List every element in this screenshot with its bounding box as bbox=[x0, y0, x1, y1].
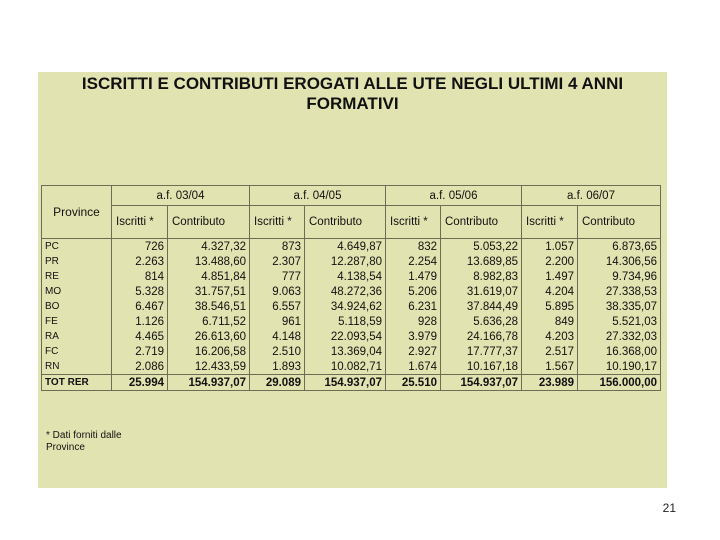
iscritti-cell: 2.307 bbox=[250, 254, 305, 269]
contributo-cell: 9.734,96 bbox=[578, 269, 661, 284]
iscritti-cell: 4.204 bbox=[522, 284, 578, 299]
province-cell: PC bbox=[42, 239, 112, 255]
title-line-1: ISCRITTI E CONTRIBUTI EROGATI ALLE UTE NEGLI ULTIMI 4 ANNI bbox=[81, 74, 624, 93]
contributo-cell: 13.488,60 bbox=[168, 254, 250, 269]
province-cell: PR bbox=[42, 254, 112, 269]
iscritti-cell: 1.057 bbox=[522, 239, 578, 255]
province-cell: BO bbox=[42, 299, 112, 314]
iscritti-cell: 5.328 bbox=[112, 284, 168, 299]
iscritti-cell: 4.203 bbox=[522, 329, 578, 344]
iscritti-cell: 2.263 bbox=[112, 254, 168, 269]
iscritti-cell: 1.479 bbox=[386, 269, 441, 284]
year-header: a.f. 06/07 bbox=[522, 186, 661, 206]
contributo-cell: 156.000,00 bbox=[578, 375, 661, 391]
contributo-header: Contributo bbox=[168, 206, 250, 239]
year-header: a.f. 05/06 bbox=[386, 186, 522, 206]
contributo-cell: 26.613,60 bbox=[168, 329, 250, 344]
iscritti-cell: 873 bbox=[250, 239, 305, 255]
iscritti-cell: 2.200 bbox=[522, 254, 578, 269]
contributo-cell: 31.757,51 bbox=[168, 284, 250, 299]
footnote-line-2: Province bbox=[46, 442, 85, 453]
contributo-cell: 14.306,56 bbox=[578, 254, 661, 269]
contributo-cell: 5.053,22 bbox=[441, 239, 522, 255]
sub-header-row bbox=[42, 206, 661, 239]
contributo-cell: 6.711,52 bbox=[168, 314, 250, 329]
iscritti-cell: 1.567 bbox=[522, 359, 578, 375]
iscritti-cell: 1.497 bbox=[522, 269, 578, 284]
iscritti-cell: 726 bbox=[112, 239, 168, 255]
iscritti-cell: 2.927 bbox=[386, 344, 441, 359]
iscritti-cell: 2.719 bbox=[112, 344, 168, 359]
contributo-cell: 12.433,59 bbox=[168, 359, 250, 375]
iscritti-cell: 25.510 bbox=[386, 375, 441, 391]
iscritti-cell: 4.148 bbox=[250, 329, 305, 344]
contributo-cell: 4.138,54 bbox=[305, 269, 386, 284]
province-cell: MO bbox=[42, 284, 112, 299]
contributo-cell: 4.851,84 bbox=[168, 269, 250, 284]
table-body bbox=[42, 239, 661, 391]
iscritti-cell: 814 bbox=[112, 269, 168, 284]
contributo-cell: 38.546,51 bbox=[168, 299, 250, 314]
contributo-header: Contributo bbox=[441, 206, 522, 239]
table-row bbox=[42, 269, 661, 284]
iscritti-cell: 2.517 bbox=[522, 344, 578, 359]
contributo-cell: 5.521,03 bbox=[578, 314, 661, 329]
contributo-cell: 22.093,54 bbox=[305, 329, 386, 344]
footnote-line-1: * Dati forniti dalle bbox=[46, 430, 122, 441]
iscritti-cell: 4.465 bbox=[112, 329, 168, 344]
iscritti-header: Iscritti * bbox=[386, 206, 441, 239]
iscritti-cell: 6.231 bbox=[386, 299, 441, 314]
contributo-cell: 17.777,37 bbox=[441, 344, 522, 359]
province-cell: RA bbox=[42, 329, 112, 344]
iscritti-cell: 1.126 bbox=[112, 314, 168, 329]
contributo-cell: 34.924,62 bbox=[305, 299, 386, 314]
contributo-cell: 16.206,58 bbox=[168, 344, 250, 359]
data-table bbox=[41, 185, 661, 391]
contributo-cell: 13.689,85 bbox=[441, 254, 522, 269]
iscritti-cell: 1.674 bbox=[386, 359, 441, 375]
contributo-cell: 10.190,17 bbox=[578, 359, 661, 375]
contributo-cell: 154.937,07 bbox=[168, 375, 250, 391]
iscritti-cell: 25.994 bbox=[112, 375, 168, 391]
iscritti-cell: 961 bbox=[250, 314, 305, 329]
contributo-cell: 10.167,18 bbox=[441, 359, 522, 375]
table-row bbox=[42, 299, 661, 314]
contributo-header: Contributo bbox=[305, 206, 386, 239]
contributo-cell: 10.082,71 bbox=[305, 359, 386, 375]
contributo-cell: 154.937,07 bbox=[441, 375, 522, 391]
year-header-row bbox=[42, 186, 661, 206]
page-number: 21 bbox=[662, 501, 676, 515]
content-panel bbox=[38, 72, 667, 488]
iscritti-cell: 832 bbox=[386, 239, 441, 255]
iscritti-cell: 1.893 bbox=[250, 359, 305, 375]
contributo-cell: 154.937,07 bbox=[305, 375, 386, 391]
iscritti-header: Iscritti * bbox=[522, 206, 578, 239]
table-row bbox=[42, 359, 661, 375]
iscritti-cell: 6.467 bbox=[112, 299, 168, 314]
province-cell: RE bbox=[42, 269, 112, 284]
contributo-cell: 8.982,83 bbox=[441, 269, 522, 284]
contributo-header: Contributo bbox=[578, 206, 661, 239]
contributo-cell: 5.118,59 bbox=[305, 314, 386, 329]
iscritti-cell: 29.089 bbox=[250, 375, 305, 391]
iscritti-cell: 2.086 bbox=[112, 359, 168, 375]
iscritti-cell: 5.895 bbox=[522, 299, 578, 314]
table-row bbox=[42, 284, 661, 299]
contributo-cell: 37.844,49 bbox=[441, 299, 522, 314]
iscritti-cell: 2.510 bbox=[250, 344, 305, 359]
iscritti-cell: 3.979 bbox=[386, 329, 441, 344]
table-row bbox=[42, 254, 661, 269]
contributo-cell: 12.287,80 bbox=[305, 254, 386, 269]
iscritti-cell: 23.989 bbox=[522, 375, 578, 391]
province-cell: FC bbox=[42, 344, 112, 359]
contributo-cell: 13.369,04 bbox=[305, 344, 386, 359]
iscritti-cell: 5.206 bbox=[386, 284, 441, 299]
contributo-cell: 38.335,07 bbox=[578, 299, 661, 314]
contributo-cell: 27.338,53 bbox=[578, 284, 661, 299]
iscritti-cell: 6.557 bbox=[250, 299, 305, 314]
table-row bbox=[42, 329, 661, 344]
contributo-cell: 24.166,78 bbox=[441, 329, 522, 344]
page-title bbox=[38, 74, 667, 114]
year-header: a.f. 04/05 bbox=[250, 186, 386, 206]
contributo-cell: 27.332,03 bbox=[578, 329, 661, 344]
year-header: a.f. 03/04 bbox=[112, 186, 250, 206]
table-row bbox=[42, 344, 661, 359]
contributo-cell: 16.368,00 bbox=[578, 344, 661, 359]
table-row bbox=[42, 239, 661, 255]
province-cell: FE bbox=[42, 314, 112, 329]
table-row bbox=[42, 314, 661, 329]
iscritti-cell: 849 bbox=[522, 314, 578, 329]
province-header: Province bbox=[42, 186, 112, 239]
title-line-2: FORMATIVI bbox=[306, 94, 399, 113]
contributo-cell: 6.873,65 bbox=[578, 239, 661, 255]
footnote bbox=[46, 430, 122, 454]
iscritti-cell: 9.063 bbox=[250, 284, 305, 299]
province-cell: RN bbox=[42, 359, 112, 375]
iscritti-cell: 777 bbox=[250, 269, 305, 284]
total-row bbox=[42, 375, 661, 391]
iscritti-header: Iscritti * bbox=[112, 206, 168, 239]
iscritti-header: Iscritti * bbox=[250, 206, 305, 239]
contributo-cell: 4.327,32 bbox=[168, 239, 250, 255]
iscritti-cell: 2.254 bbox=[386, 254, 441, 269]
contributo-cell: 4.649,87 bbox=[305, 239, 386, 255]
iscritti-cell: 928 bbox=[386, 314, 441, 329]
province-cell: TOT RER bbox=[42, 375, 112, 391]
contributo-cell: 31.619,07 bbox=[441, 284, 522, 299]
contributo-cell: 5.636,28 bbox=[441, 314, 522, 329]
contributo-cell: 48.272,36 bbox=[305, 284, 386, 299]
